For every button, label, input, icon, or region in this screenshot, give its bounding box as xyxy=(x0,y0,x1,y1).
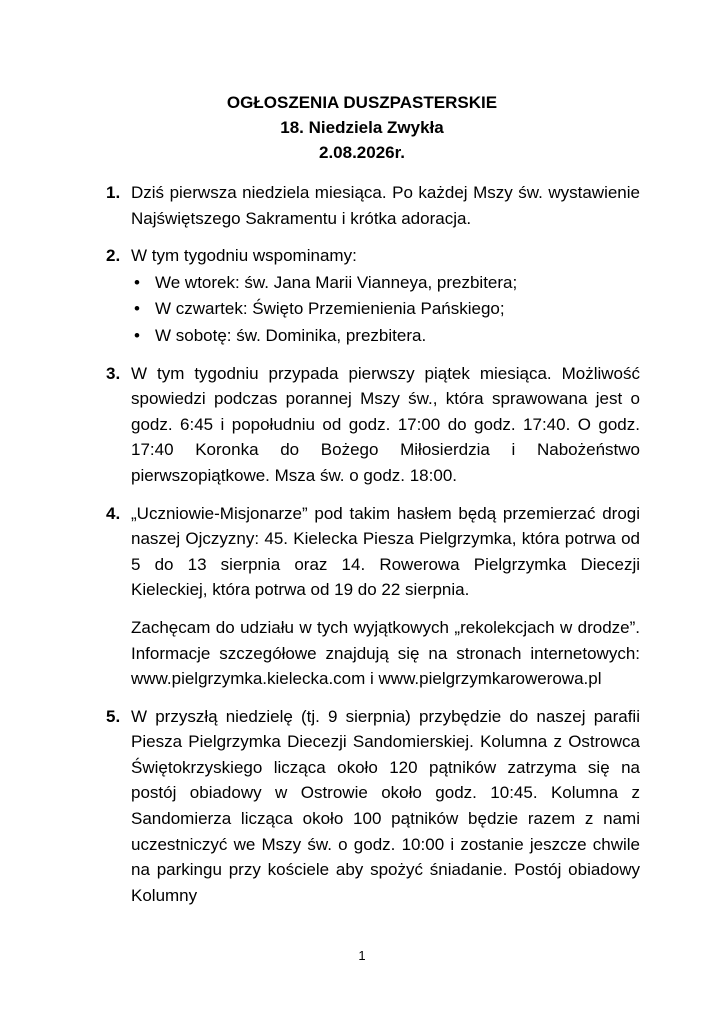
bullet-text: W czwartek: Święto Przemienienia Pańskiego; xyxy=(155,299,505,319)
document-subtitle: 18. Niedziela Zwykła xyxy=(280,118,444,137)
item-number: 2. xyxy=(106,246,121,266)
announcement-item-1 xyxy=(106,180,640,231)
bullet-list xyxy=(131,270,640,349)
bullet-text: We wtorek: św. Jana Marii Vianneya, prezbitera; xyxy=(155,272,518,292)
item-text: „Uczniowie-Misjonarze” pod takim hasłem będą przemierzać drogi naszej Ojczyzny: 45. Kielecka Piesza Pielgrzymka, która potrwa od 5 do 13 sierpnia oraz 14. Rowerowa Pielgrzymka Diecezji Kieleckiej, która potrwa od 19 do 22 sierpnia. xyxy=(131,503,640,600)
announcement-header xyxy=(0,90,724,165)
announcement-item-3 xyxy=(106,361,640,489)
page-number: 1 xyxy=(358,948,366,963)
item-number: 4. xyxy=(106,503,121,523)
bullet-item xyxy=(131,323,640,349)
item-text: W przyszłą niedzielę (tj. 9 sierpnia) przybędzie do naszej parafii Piesza Pielgrzymka Diecezji Sandomierskiej. Kolumna z Ostrowca Świętokrzyskiego licząca około 120 pątników zatrzyma się na postój obiadowy w Ostrowie około godz. 10:45. Kolumna z Sandomierza licząca około 100 pątników będzie razem z nami uczestniczyć we Mszy św. o godz. 10:00 i zostanie jeszcze chwile na parkingu przy kościele aby spożyć śniadanie. Postój obiadowy Kolumny xyxy=(131,706,640,905)
item-number: 3. xyxy=(106,363,121,383)
bullet-icon: • xyxy=(134,325,140,345)
bullet-icon: • xyxy=(134,272,140,292)
item-text-continued: Zachęcam do udziału w tych wyjątkowych „rekolekcjach w drodze”. Informacje szczegółowe znajdują się na stronach internetowych: www.pielgrzymka.kielecka.com i www.pielgrzymkarowerowa.pl xyxy=(131,617,640,689)
announcement-list xyxy=(106,180,640,920)
bullet-text: W sobotę: św. Dominika, prezbitera. xyxy=(155,325,427,345)
document-title: OGŁOSZENIA DUSZPASTERSKIE xyxy=(226,93,498,112)
bullet-item xyxy=(131,296,640,322)
item-number: 5. xyxy=(106,706,121,726)
announcement-item-2 xyxy=(106,243,640,348)
item-text: W tym tygodniu przypada pierwszy piątek miesiąca. Możliwość spowiedzi podczas porannej Mszy św., która sprawowana jest o godz. 6:45 i popołudniu od godz. 17:00 do godz. 17:40. O godz. 17:40 Koronka do Bożego Miłosierdzia i Nabożeństwo pierwszopiątkowe. Msza św. o godz. 18:00. xyxy=(131,363,640,485)
bullet-icon: • xyxy=(134,299,140,319)
item-text: W tym tygodniu wspominamy: xyxy=(131,246,357,266)
document-date: 2.08.2026r. xyxy=(318,143,406,162)
announcement-item-4 xyxy=(106,501,640,692)
bullet-item xyxy=(131,270,640,296)
announcement-item-5 xyxy=(106,704,640,909)
item-text: Dziś pierwsza niedziela miesiąca. Po każdej Mszy św. wystawienie Najświętszego Sakramentu i krótka adoracja. xyxy=(131,183,640,228)
item-number: 1. xyxy=(106,183,121,202)
